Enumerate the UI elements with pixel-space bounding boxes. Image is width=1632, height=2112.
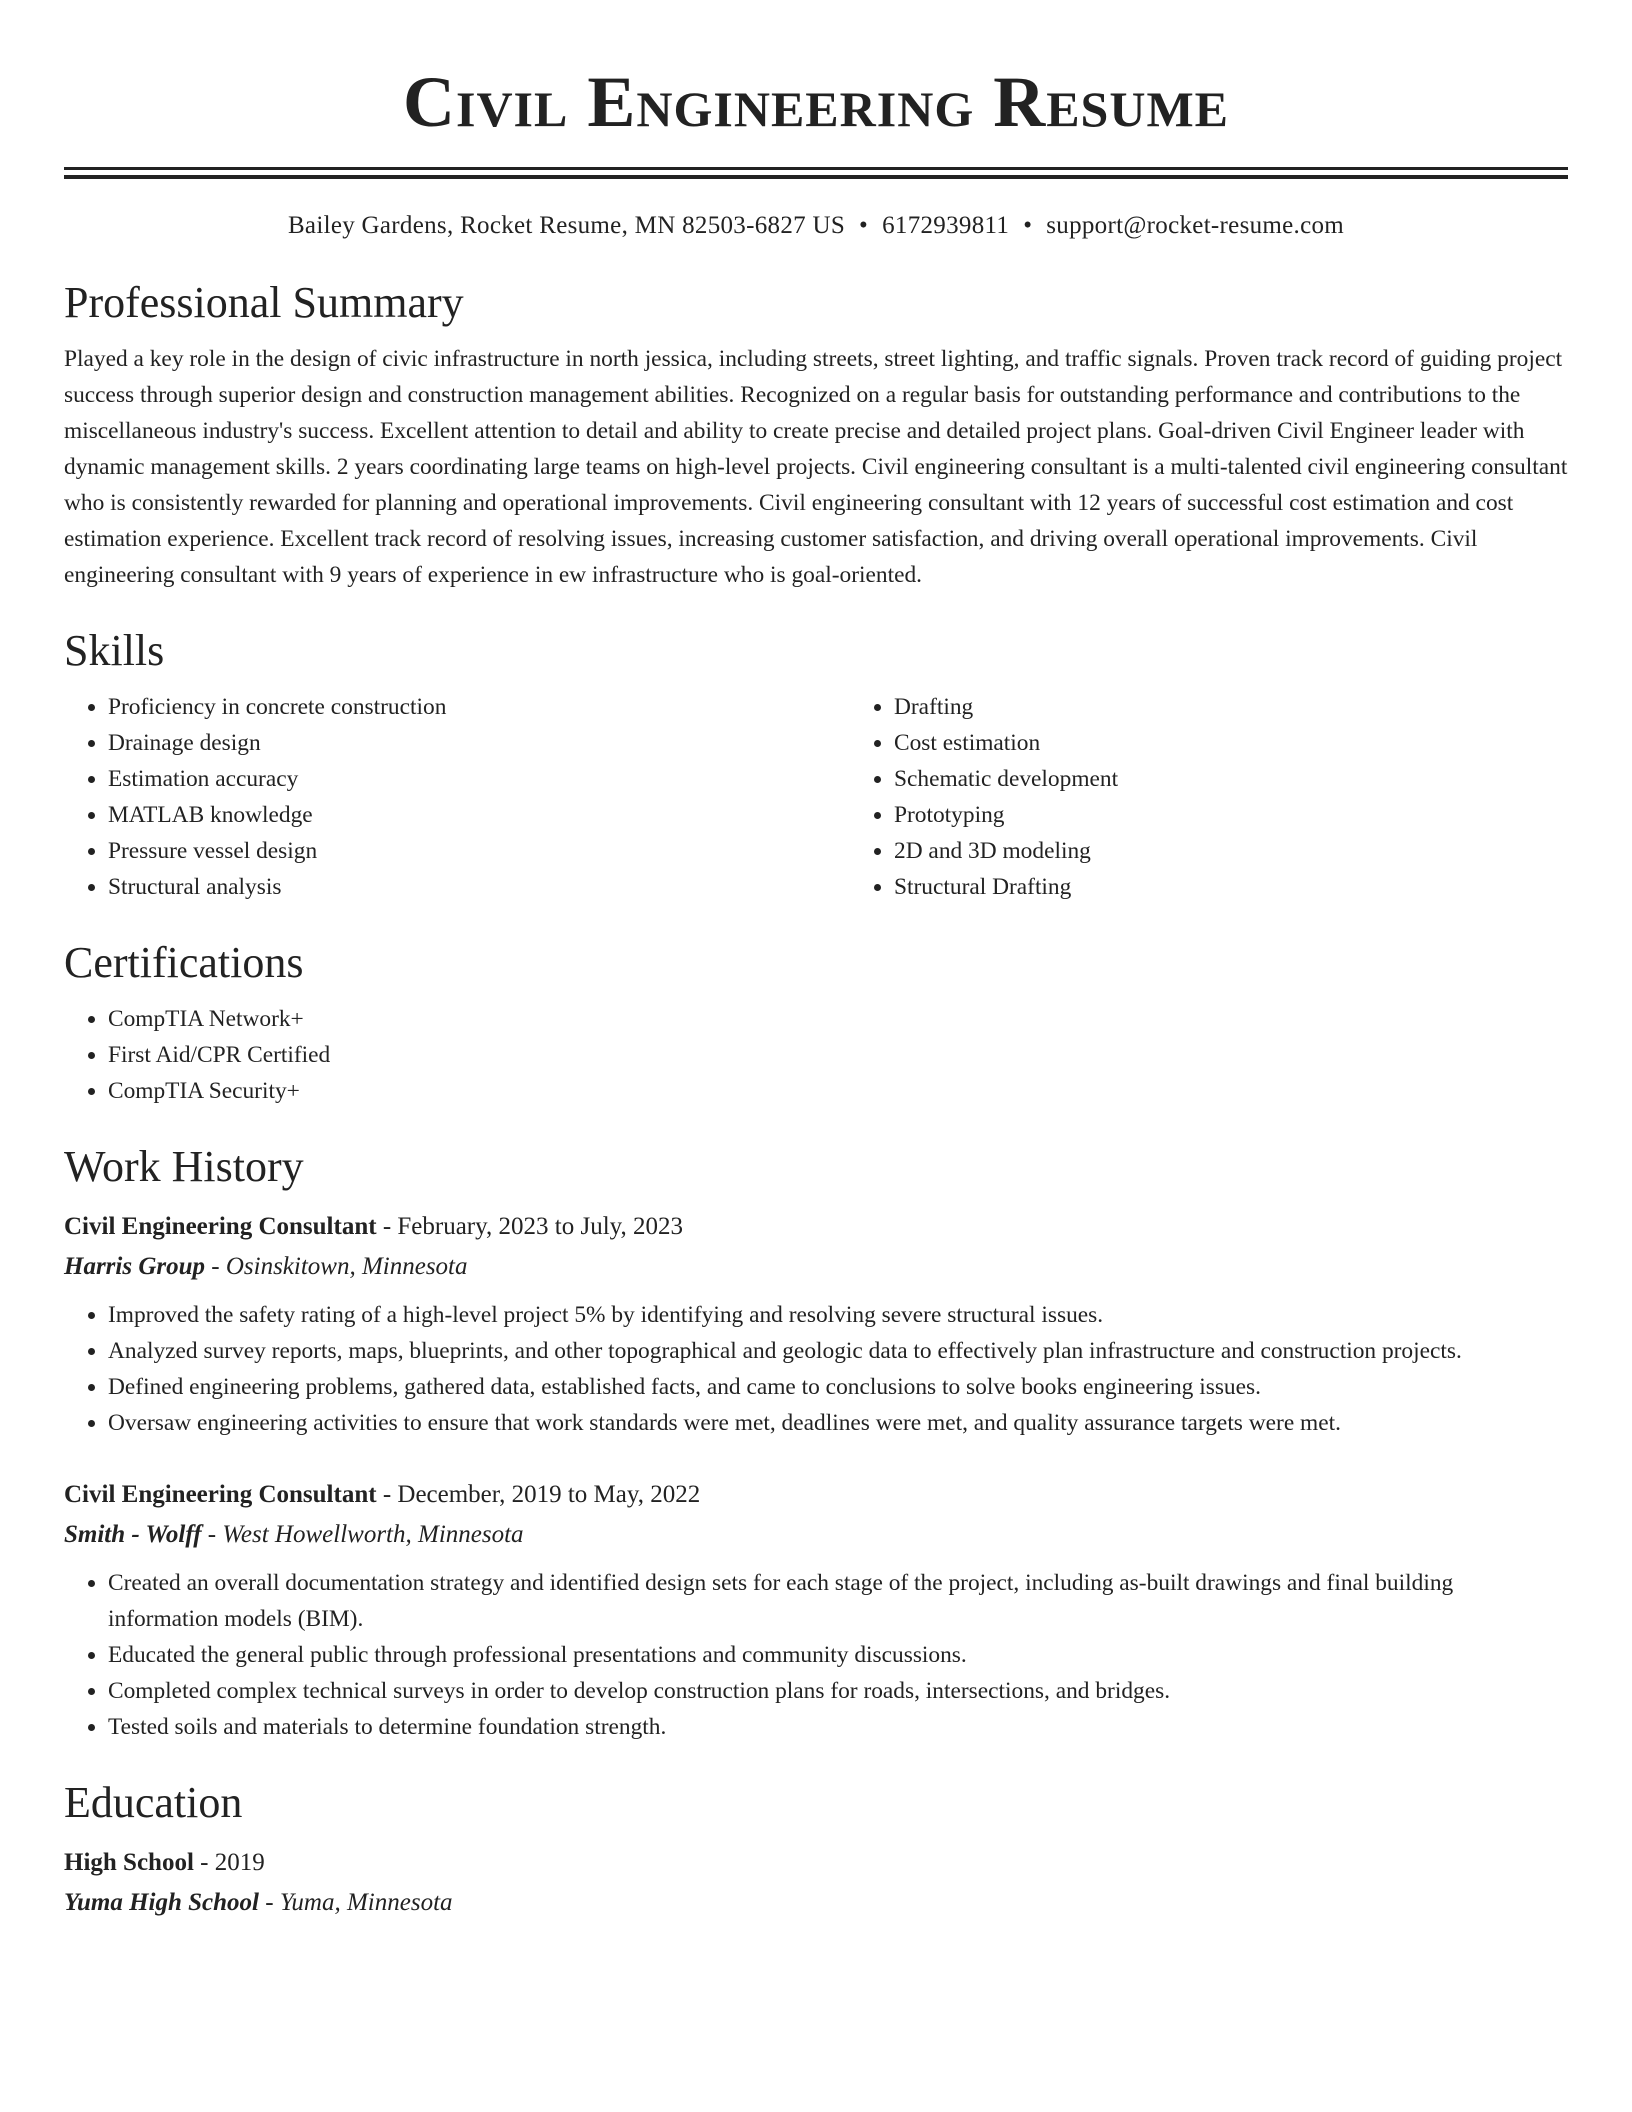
skill-item: • Schematic development bbox=[894, 761, 1568, 797]
skills-grid bbox=[64, 689, 1568, 905]
contact-phone: 6172939811 bbox=[882, 212, 1010, 239]
skill-item: • Estimation accuracy bbox=[108, 761, 850, 797]
contact-address: Bailey Gardens, Rocket Resume, MN 82503-6827 US bbox=[287, 212, 846, 239]
degree-line: High School - 2019 bbox=[64, 1849, 265, 1876]
company-name: Smith - Wolff bbox=[64, 1521, 202, 1548]
work-history-heading: Work History bbox=[64, 1142, 304, 1191]
summary-section bbox=[64, 277, 1568, 593]
job-entry bbox=[64, 1207, 1568, 1441]
skill-item: • 2D and 3D modeling bbox=[894, 833, 1568, 869]
job-bullet: • Improved the safety rating of a high-level project 5% by identifying and resolving severe structural issues. bbox=[108, 1297, 1568, 1333]
job-bullet: • Defined engineering problems, gathered data, established facts, and came to conclusions to solve books engineering issues. bbox=[108, 1369, 1568, 1405]
contact-line bbox=[64, 209, 1568, 243]
skill-item: • MATLAB knowledge bbox=[108, 797, 850, 833]
job-bullet: • Tested soils and materials to determine foundation strength. bbox=[108, 1709, 1568, 1745]
job-title-line: Civil Engineering Consultant - February, 2023 to July, 2023 bbox=[64, 1213, 684, 1240]
certification-item: • CompTIA Network+ bbox=[108, 1001, 1568, 1037]
skills-section bbox=[64, 625, 1568, 905]
education-entry bbox=[64, 1843, 1568, 1923]
company-line: Harris Group - Osinskitown, Minnesota bbox=[64, 1253, 468, 1280]
company-location: Osinskitown, Minnesota bbox=[225, 1253, 468, 1280]
skills-list-left bbox=[64, 689, 850, 905]
skills-list-right bbox=[850, 689, 1568, 905]
education-section bbox=[64, 1777, 1568, 1923]
resume-title: Civil Engineering Resume bbox=[402, 62, 1230, 142]
skill-item: • Pressure vessel design bbox=[108, 833, 850, 869]
degree: High School bbox=[64, 1849, 194, 1876]
contact-separator: • bbox=[1023, 212, 1033, 239]
job-title-line: Civil Engineering Consultant - December, 2019 to May, 2022 bbox=[64, 1481, 701, 1508]
job-bullet: • Oversaw engineering activities to ensure that work standards were met, deadlines were met, and quality assurance targets were met. bbox=[108, 1405, 1568, 1441]
job-dates: February, 2023 to July, 2023 bbox=[397, 1213, 684, 1240]
school-name: Yuma High School bbox=[64, 1889, 259, 1916]
job-dates: December, 2019 to May, 2022 bbox=[397, 1481, 701, 1508]
title-divider bbox=[64, 167, 1568, 179]
company-line: Smith - Wolff - West Howellworth, Minnesota bbox=[64, 1521, 524, 1548]
summary-text: Played a key role in the design of civic infrastructure in north jessica, including streets, street lighting, and traffic signals. Proven track record of guiding project success through superior design and construction management abilities. Recognized on a regular basis for outstanding performance and contributions to the miscellaneous industry's success. Excellent attention to detail and ability to create precise and detailed project plans. Goal-driven Civil Engineer leader with dynamic management skills. 2 years coordinating large teams on high-level projects. Civil engineering consultant is a multi-talented civil engineering consultant who is consistently rewarded for planning and operational improvements. Civil engineering consultant with 12 years of successful cost estimation and cost estimation experience. Excellent track record of resolving issues, increasing customer satisfaction, and driving overall operational improvements. Civil engineering consultant with 9 years of experience in ew infrastructure who is goal-oriented. bbox=[64, 346, 1568, 588]
school-line: Yuma High School - Yuma, Minnesota bbox=[64, 1889, 453, 1916]
company-location: West Howellworth, Minnesota bbox=[222, 1521, 524, 1548]
job-bullet: • Analyzed survey reports, maps, blueprints, and other topographical and geologic data to effectively plan infrastructure and construction projects. bbox=[108, 1333, 1568, 1369]
job-bullets bbox=[64, 1565, 1568, 1745]
summary-heading: Professional Summary bbox=[64, 278, 464, 327]
work-history-section bbox=[64, 1141, 1568, 1745]
job-bullets bbox=[64, 1297, 1568, 1441]
school-location: Yuma, Minnesota bbox=[279, 1889, 453, 1916]
graduation-year: 2019 bbox=[214, 1849, 265, 1876]
certifications-section bbox=[64, 937, 1568, 1109]
certification-item: • CompTIA Security+ bbox=[108, 1073, 1568, 1109]
job-title: Civil Engineering Consultant bbox=[64, 1481, 377, 1508]
education-heading: Education bbox=[64, 1778, 243, 1827]
skill-item: • Drainage design bbox=[108, 725, 850, 761]
job-bullet: • Created an overall documentation strategy and identified design sets for each stage of the project, including as-built drawings and final building information models (BIM). bbox=[108, 1565, 1568, 1637]
job-bullet: • Completed complex technical surveys in order to develop construction plans for roads, intersections, and bridges. bbox=[108, 1673, 1568, 1709]
company-name: Harris Group bbox=[64, 1253, 206, 1280]
contact-email: support@rocket-resume.com bbox=[1046, 212, 1345, 239]
skill-item: • Structural analysis bbox=[108, 869, 850, 905]
skill-item: • Drafting bbox=[894, 689, 1568, 725]
job-entry bbox=[64, 1475, 1568, 1745]
skill-item: • Structural Drafting bbox=[894, 869, 1568, 905]
contact-separator: • bbox=[859, 212, 869, 239]
skill-item: • Cost estimation bbox=[894, 725, 1568, 761]
skills-heading: Skills bbox=[64, 626, 165, 675]
job-title: Civil Engineering Consultant bbox=[64, 1213, 377, 1240]
skill-item: • Proficiency in concrete construction bbox=[108, 689, 850, 725]
job-bullet: • Educated the general public through professional presentations and community discussions. bbox=[108, 1637, 1568, 1673]
certifications-list bbox=[64, 1001, 1568, 1109]
skill-item: • Prototyping bbox=[894, 797, 1568, 833]
certification-item: • First Aid/CPR Certified bbox=[108, 1037, 1568, 1073]
certifications-heading: Certifications bbox=[64, 938, 304, 987]
